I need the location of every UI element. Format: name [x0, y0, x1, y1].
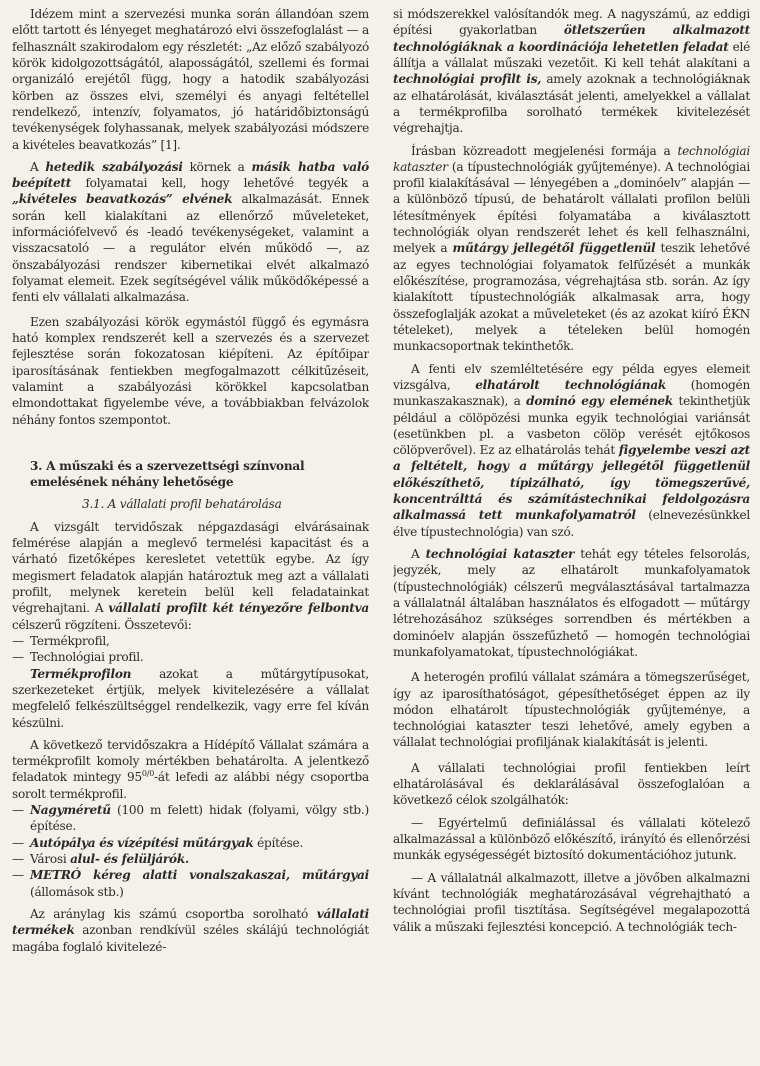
left-column — [12, 6, 369, 1066]
section-heading: 3. A műszaki és a szervezettségi színvonal emelésének néhány lehetősége — [30, 458, 305, 490]
paragraph: Termékprofilon azokat a műtárgytípusokat, szerkezeteket értjük, melyek kivitelezésére a vállalat megfelelő felkészültséggel rendelkezik, vagy erre fel kíván készülni. — [12, 666, 369, 730]
paragraph: A fenti elv szemléltetésére egy példa egyes elemeit vizsgálva, elhatárolt technológiának (homogén munkaszakasznak), a dominó egy elemének tekinthetjük például a cölöpözési munka egyik technológiai variánsát (esetünkben pl. a vasbeton cölöp verését ejtőkosos cölöpverővel). Ez az elhatárolás tehát figyelembe veszi azt a feltételt, hogy a műtárgy jellegétől függetlenül előkészíthető, típizálható, így tömegszerűvé, koncentrálttá és számítástechnikai feldolgozásra alkalmassá tett munkafolyamatról (elnevezésünkkel élve típustechnológia) van szó. — [393, 361, 750, 539]
section-spacer — [12, 428, 369, 458]
paragraph: A következő tervidőszakra a Hídépítő Vállalat számára a termékprofilt komoly mértékben behatárolta. A jelentkező feladatok mintegy $95^{0/0}-át$ lefedi az alábbi négy csoportba sorolt termékprofil. — [12, 737, 369, 801]
list-item: — METRÓ kéreg alatti vonalszakaszai, műtárgyai (állomások stb.) — [12, 868, 369, 899]
list-item: — Autópálya és vízépítési műtárgyak építése. — [12, 835, 304, 850]
paragraph: Az aránylag kis számú csoportba sorolható vállalati termékek azonban rendkívül széles skálájú technológiát magába foglaló kivitelezé- — [12, 906, 369, 954]
profile-components-list — [12, 633, 369, 666]
subsection-heading: 3.1. A vállalati profil behatárolása — [82, 497, 282, 512]
list-item: — Nagyméretű (100 m felett) hidak (folyami, völgy stb.) építése. — [12, 803, 369, 834]
right-column — [393, 6, 750, 1066]
paragraph: Ezen szabályozási körök egymástól függő és egymásra ható komplex rendszerét kell a szervezés és a szervezet fejlesztése során fokozatosan kiépíteni. Az építőipar iparosításának fentiekben megfogalmazott célkitűzéseit, valamint a szabályozási körökkel kapcsolatban elmondottakat figyelembe véve, a továbbiakban felvázolok néhány fontos szempontot. — [12, 314, 369, 427]
product-profile-list — [12, 802, 369, 900]
list-item: — Termékprofil, — [12, 633, 110, 648]
list-item: — Technológiai profil. — [12, 650, 144, 665]
paragraph: A heterogén profilú vállalat számára a tömegszerűséget, így az iparosíthatóságot, gépesíthetőséget éppen az ily módon elhatárolt típustechnológiák gyűjteménye, a technológiai kataszter teszi lehetővé, amely egyben a vállalat technológiai profiljának kialakítását is jelenti. — [393, 670, 750, 750]
paragraph: — A vállalatnál alkalmazott, illetve a jövőben alkalmazni kívánt technológiák meghatározásával végrehajtható a technológiai profil tisztítása. Segítségével megalapozottá válik a műszaki fejlesztési koncepció. A technológiák tech- — [393, 870, 750, 934]
paragraph: Idézem mint a szervezési munka során állandóan szem előtt tartott és lényeget meghatározó elvi összefoglalást — a felhasznált szakirodalom egy részletét: „Az előző szabályozó körök kidolgozottságától, alaposságától, szellemi és formai organizáló erejétől függ, hogy a hatodik szabályozási körben az összes elvi, személyi és anyagi feltétellel rendelkező, intenzív, folyamatos, jó határidőbiztonságú tevékenységek folyhassanak, melyek szabályozási módszere a kivételes beavatkozás” [1]. — [12, 7, 369, 152]
paragraph: A vállalati technológiai profil fentiekben leírt elhatárolásával és deklarálásával összefoglalóan a következő célok szolgálhatók: — [393, 760, 750, 808]
paragraph: — Egyértelmű definiálással és vállalati kötelező alkalmazással a különböző előkészítő, irányító és ellenőrzési munkák egységességét biztosító dokumentációhoz jutunk. — [393, 815, 750, 863]
paragraph: si módszerekkel valósítandók meg. A nagyszámú, az eddigi építési gyakorlatban ötletszerűen alkalmazott technológiáknak a koordinációja lehetetlen feladat elé állítja a vállalat műszaki vezetőit. Ki kell tehát alakítani a technológiai profilt is, amely azoknak a technológiáknak az elhatárolását, kiválasztását jelenti, amelyekkel a vállalat a termékprofilba sorolható termékek kivitelezését végrehajtja. — [393, 7, 750, 136]
paragraph: A hetedik szabályozási körnek a másik hatba való beépített folyamatai kell, hogy lehetővé tegyék a „kivételes beavatkozás” elvének alkalmazását. Ennek során kell kialakítani az ellenőrző műveleteket, információfelvevő és -leadó tevékenységeket, valamint a visszacsatoló — a regulátor elvén működő —, az önszabályozási rendszer kibernetikai elvét alkalmazó folyamat elemeit. Ezek segítségével válik működőképessé a fenti elv vállalati alkalmazása. — [12, 159, 369, 305]
paragraph: Írásban közreadott megjelenési formája a technológiai kataszter (a típustechnológiák gyűjteménye). A technológiai profil kialakításával — lényegében a „dominóelv” alapján — a különböző típusú, de behatárolt vállalati profilon belüli létesítmények építési folyamatába a kiválasztott technológiák olyan rendszerét lehet és kell felhasználni, melyek a műtárgy jellegétől függetlenül teszik lehetővé az egyes technológiai folyamatok felfűzését a munkák előkészítése, programozása, végrehajtása stb. során. Az így kialakított típustechnológiák alkalmasak arra, hogy összefoglalják azokat a műveleteket (és az azokat kiíró ÉKN tételeket), melyek a tételeken belül homogén munkacsoportnak tekinthetők. — [393, 143, 750, 354]
paragraph: A technológiai kataszter tehát egy tételes felsorolás, jegyzék, mely az elhatárolt munkafolyamatok (típustechnológiák) célszerű megválasztásával tartalmazza a vállalatnál általában használatos és elfogadott — műtárgy létrehozásához szükséges sorrendben és mértékben a dominóelv alapján összefűzhető — homogén technológiai munkafolyamatokat, típustechnológiákat. — [393, 547, 750, 659]
list-item: — Városi alul- és felüljárók. — [12, 852, 189, 867]
paragraph: A vizsgált tervidőszak népgazdasági elvárásainak felmérése alapján a meglevő termelési kapacitást és a várható fizetőképes keresletet vetettük egybe. Az így megismert feladatok alapján határoztuk meg azt a vállalati profilt, melynek keretein belül kell feladatainkat végrehajtani. A vállalati profilt két tényezőre felbontva célszerű rögzíteni. Összetevői: — [12, 519, 369, 632]
